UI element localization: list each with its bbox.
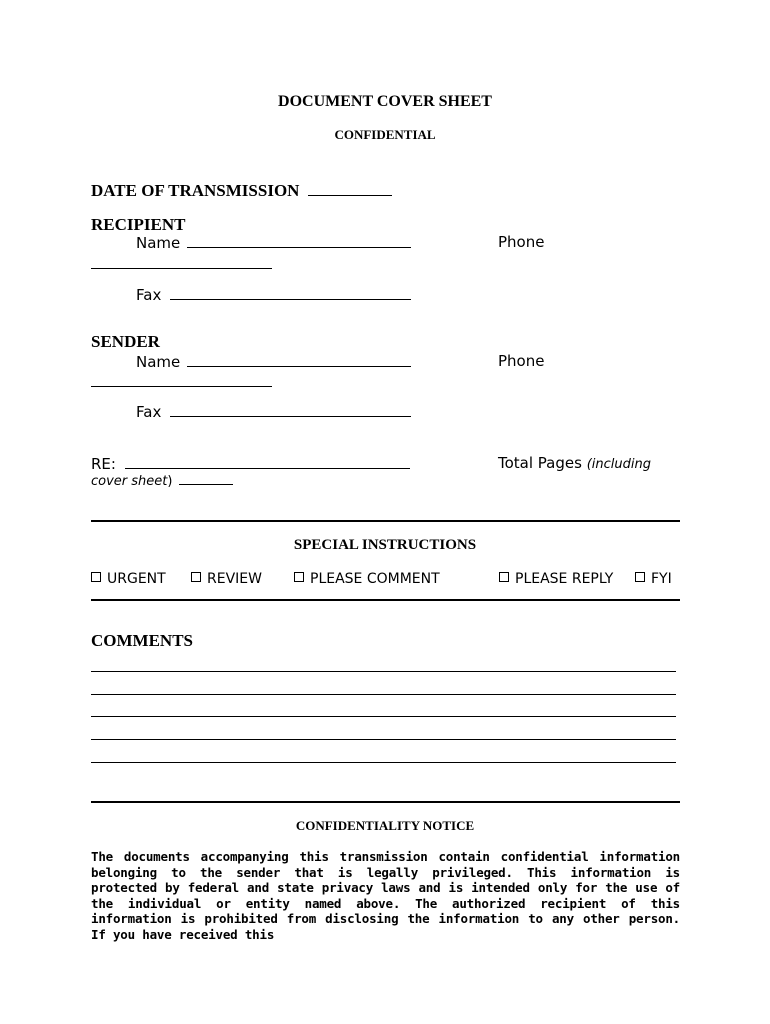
comment-line[interactable] [91, 739, 676, 740]
total-pages-note-close: ) [167, 474, 173, 489]
checkbox-square-icon [191, 572, 201, 582]
checkbox-urgent-label: URGENT [107, 571, 166, 587]
transmission-label: DATE OF TRANSMISSION [91, 181, 300, 200]
re-label: RE: [91, 455, 116, 473]
checkbox-review-label: REVIEW [207, 571, 262, 587]
recipient-name-row [136, 233, 411, 252]
checkbox-square-icon [635, 572, 645, 582]
special-instructions-heading: SPECIAL INSTRUCTIONS [293, 537, 477, 553]
total-pages-row [498, 454, 651, 472]
recipient-fax-label: Fax [136, 286, 162, 304]
sender-heading: SENDER [91, 332, 160, 351]
divider-top [91, 520, 680, 522]
checkbox-square-icon [499, 572, 509, 582]
checkbox-please-reply-label: PLEASE REPLY [515, 571, 614, 587]
checkbox-fyi-label: FYI [651, 571, 672, 587]
recipient-heading: RECIPIENT [91, 215, 186, 234]
sender-phone-field[interactable] [91, 386, 272, 387]
total-pages-label: Total Pages [498, 454, 582, 472]
divider-middle [91, 599, 680, 601]
transmission-date-field[interactable] [308, 181, 392, 196]
comment-line[interactable] [91, 716, 676, 717]
total-pages-field[interactable] [179, 474, 233, 485]
total-pages-note: (including [586, 457, 651, 472]
re-field[interactable] [125, 454, 410, 469]
checkbox-urgent[interactable] [91, 571, 166, 587]
comment-line[interactable] [91, 762, 676, 763]
divider-bottom [91, 801, 680, 803]
document-subtitle: CONFIDENTIAL [334, 127, 436, 142]
transmission-row [91, 181, 392, 201]
sender-fax-row [136, 402, 411, 421]
checkbox-fyi[interactable] [635, 571, 672, 587]
recipient-name-label: Name [136, 234, 181, 252]
total-pages-note-cont-row [91, 474, 233, 489]
recipient-phone-label: Phone [498, 233, 545, 251]
checkbox-please-comment[interactable] [294, 571, 440, 587]
sender-name-row [136, 352, 411, 371]
checkbox-square-icon [294, 572, 304, 582]
confidentiality-text: The documents accompanying this transmission contain confidential information belonging to the sender that is legally privileged. This information is protected by federal and state privacy laws and is intended only for the use of the individual or entity named above. The authorized recipient of this information is prohibited from disclosing the information to any other person. If you have received this [91, 849, 680, 942]
recipient-name-field[interactable] [187, 233, 411, 248]
sender-fax-field[interactable] [170, 402, 411, 417]
recipient-fax-row [136, 285, 411, 304]
sender-name-label: Name [136, 353, 181, 371]
recipient-fax-field[interactable] [170, 285, 411, 300]
confidentiality-heading: CONFIDENTIALITY NOTICE [295, 818, 475, 833]
checkbox-square-icon [91, 572, 101, 582]
checkbox-please-comment-label: PLEASE COMMENT [310, 571, 440, 587]
comment-line[interactable] [91, 694, 676, 695]
total-pages-note-cont: cover sheet [91, 474, 168, 489]
checkbox-review[interactable] [191, 571, 262, 587]
document-title: DOCUMENT COVER SHEET [278, 93, 492, 110]
sender-name-field[interactable] [187, 352, 411, 367]
re-row [91, 454, 410, 473]
comments-heading: COMMENTS [91, 631, 193, 650]
comment-line[interactable] [91, 671, 676, 672]
sender-phone-label: Phone [498, 352, 545, 370]
recipient-phone-field[interactable] [91, 268, 272, 269]
checkbox-please-reply[interactable] [499, 571, 613, 587]
sender-fax-label: Fax [136, 403, 162, 421]
